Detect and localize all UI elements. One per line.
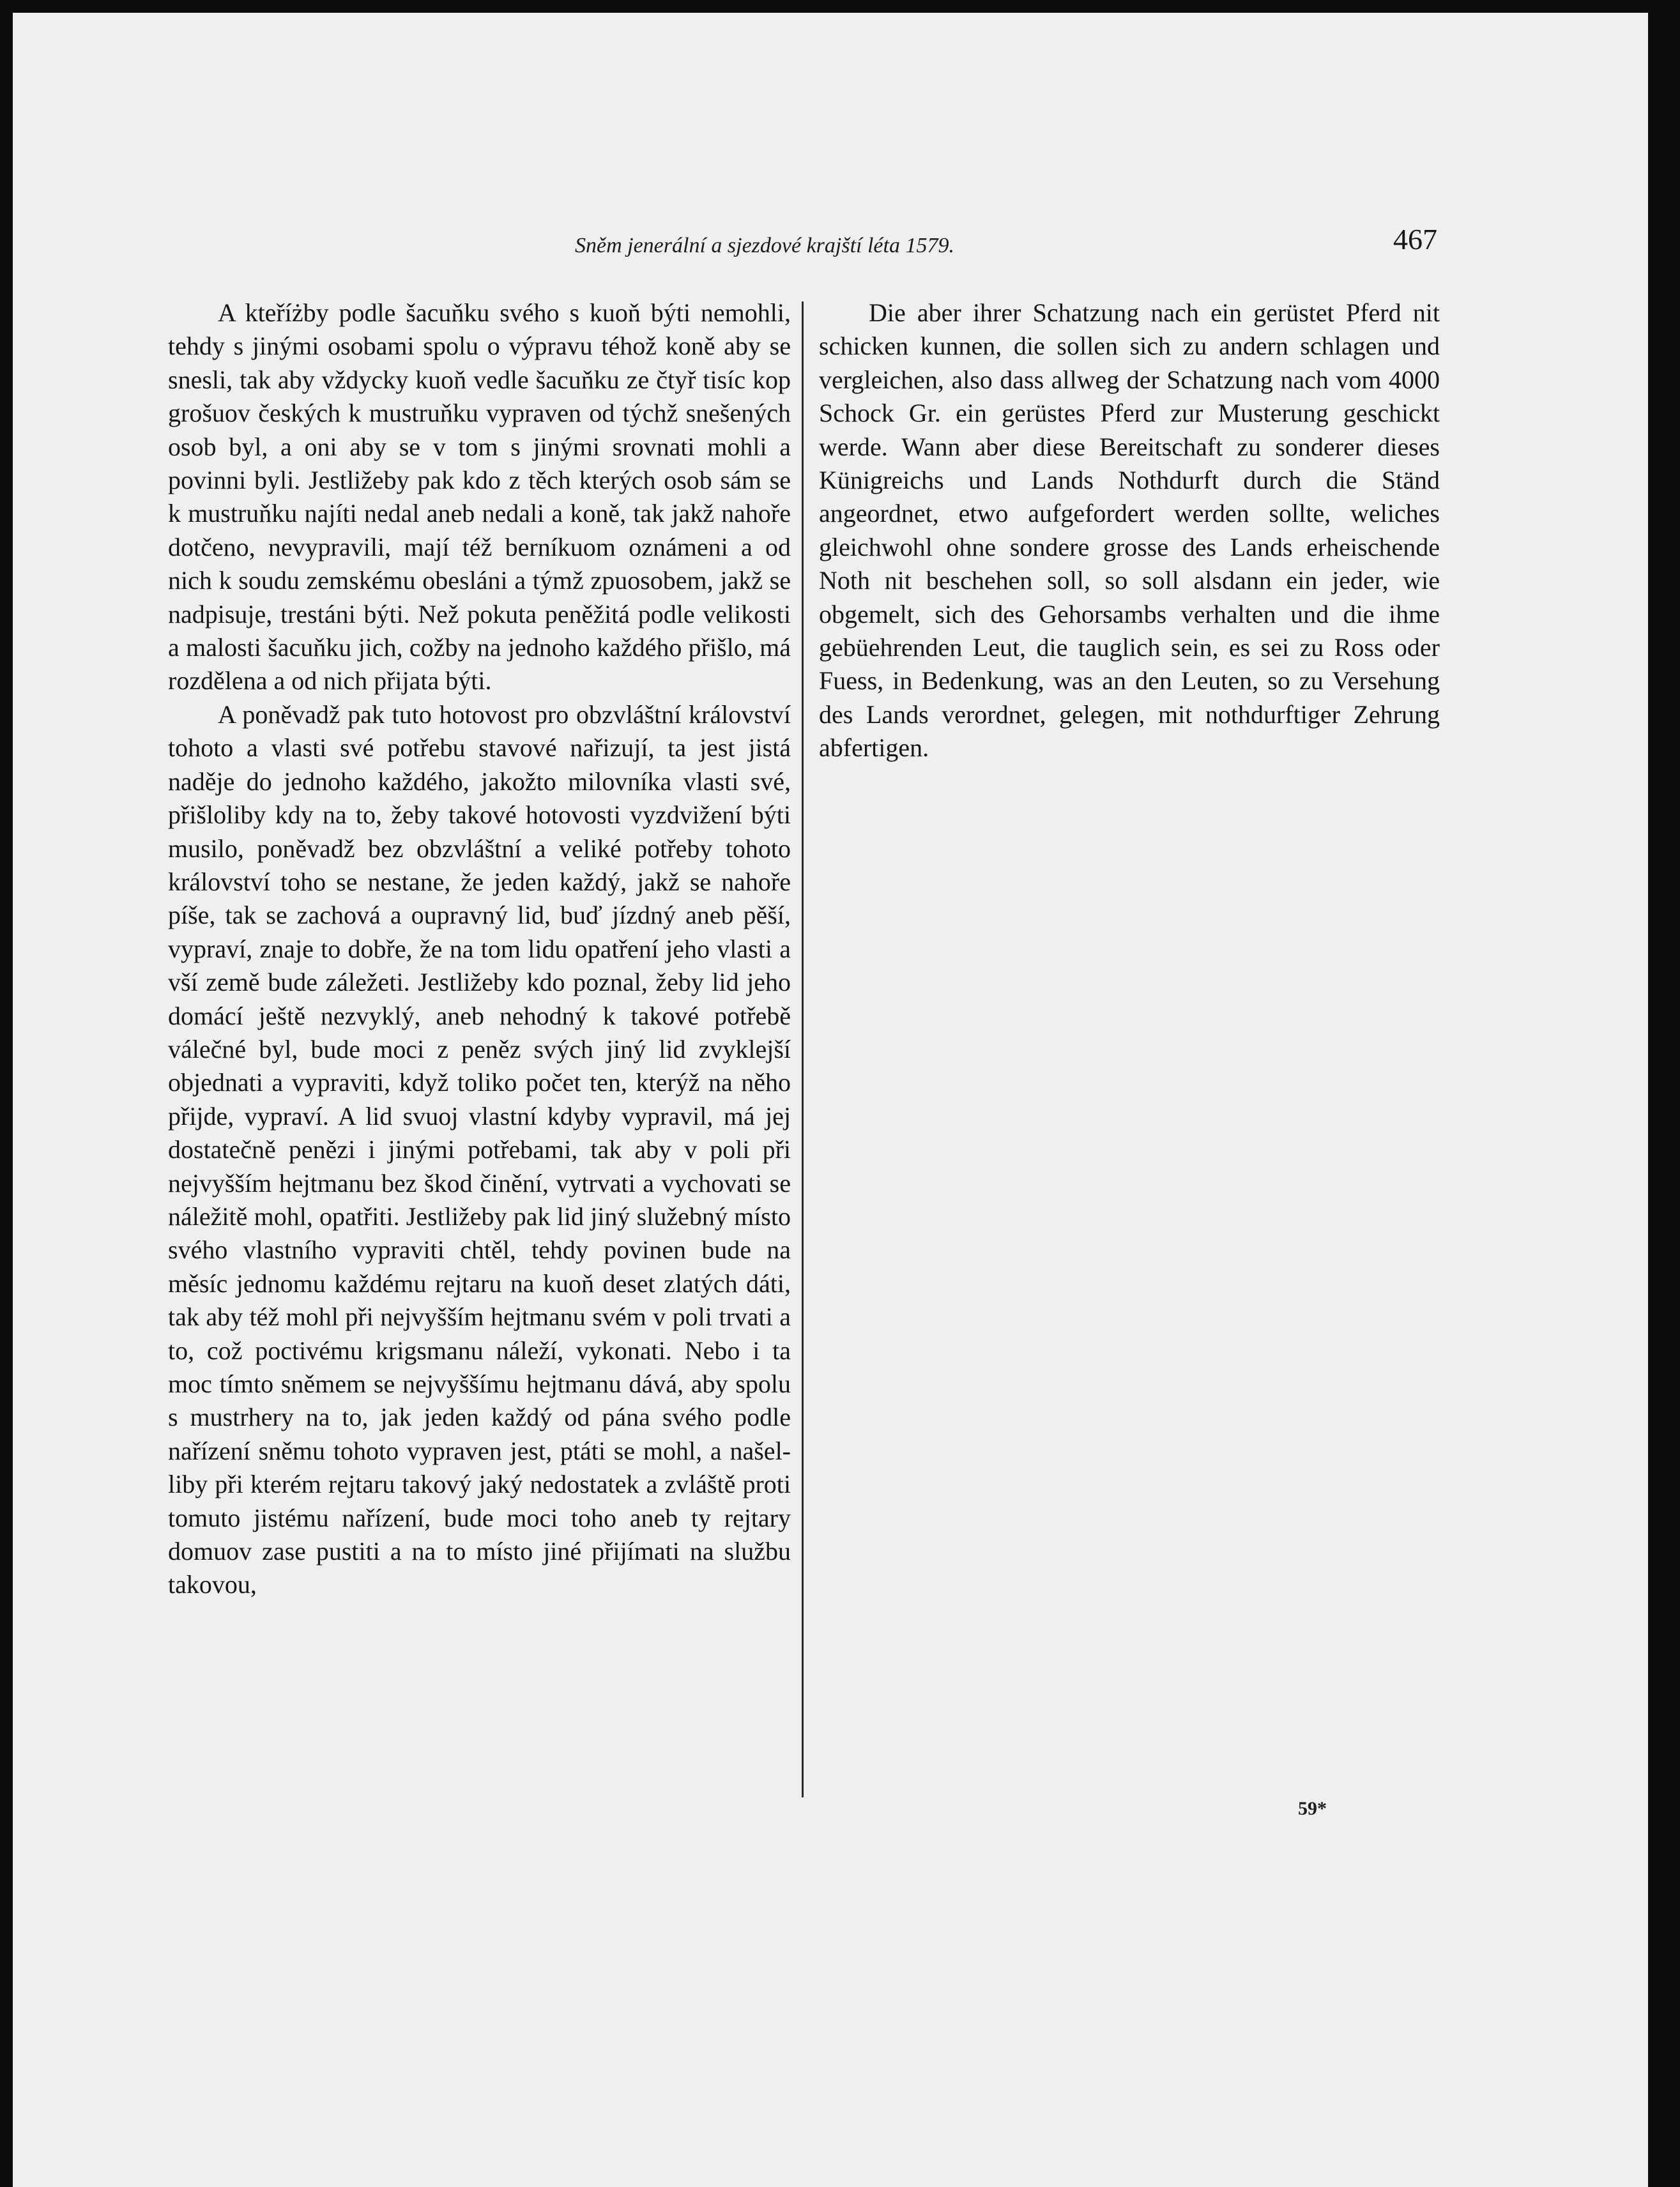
german-column	[819, 296, 1440, 765]
page-number: 467	[1393, 223, 1437, 255]
running-title: Sněm jenerální a sjezdové krajští léta 1579.	[575, 234, 954, 257]
paragraph: A poněvadž pak tuto hotovost pro obzvláštní království tohoto a vlasti své potřebu stavové nařizují, ta jest jistá naděje do jednoho každého, jakožto milovníka vlasti své, přišloliby kdy na to, žeby takové hotovosti vyzdvižení býti musilo, poněvadž bez obzvláštní a veliké potřeby tohoto království toho se nestane, že jeden každý, jakž se nahoře píše, tak se zachová a oupravný lid, buď jízdný aneb pěší, vypraví, znaje to dobře, že na tom lidu opatření jeho vlasti a vší země bude záležeti. Jestližeby kdo poznal, žeby lid jeho domácí ještě nezvyklý, aneb nehodný k takové potřebě válečné byl, bude moci z peněz svých jiný lid zvyklejší objednati a vypraviti, když toliko počet ten, kterýž na něho přijde, vypraví. A lid svuoj vlastní kdyby vypravil, má jej dostatečně penězi i jinými potřebami, tak aby v poli při nejvyšším hejtmanu bez škod činění, vytrvati a vychovati se náležitě mohl, opatřiti. Jestližeby pak lid jiný služebný místo svého vlastního vypraviti chtěl, tehdy povinen bude na měsíc jednomu každému rejtaru na kuoň deset zlatých dáti, tak aby též mohl při nejvyšším hejtmanu svém v poli trvati a to, což poctivému krigsmanu náleží, vykonati. Nebo i ta moc tímto sněmem se nejvyššímu hejtmanu dává, aby spolu s mustrhery na to, jak jeden každý od pána svého podle nařízení sněmu tohoto vypraven jest, ptáti se mohl, a našel-liby při kterém rejtaru takový jaký nedostatek a zvláště proti tomuto jistému nařízení, bude moci toho aneb ty rejtary domuov zase pustiti a na to místo jiné přijímati na službu takovou,	[168, 699, 791, 1599]
paragraph: Die aber ihrer Schatzung nach ein gerüstet Pferd nit schicken kunnen, die sollen sich zu andern schlagen und vergleichen, also dass allweg der Schatzung nach vom 4000 Schock Gr. ein gerüstes Pferd zur Musterung geschickt werde. Wann aber diese Bereitschaft zu sonderer dieses Künigreichs und Lands Nothdurft durch die Ständ angeordnet, etwo aufgefordert werden sollte, weliches gleichwohl ohne sondere grosse des Lands erheischende Noth nit beschehen soll, so soll alsdann ein jeder, wie obgemelt, sich des Gehorsambs verhalten und die ihme gebüehrenden Leut, die tauglich sein, es sei zu Ross oder Fuess, in Bedenkung, was an den Leuten, so zu Versehung des Lands verordnet, gelegen, mit nothdurftiger Zehrung abfertigen.	[819, 298, 1440, 763]
signature-mark: 59*	[1298, 1798, 1327, 1819]
czech-column	[168, 296, 791, 1602]
document-page	[13, 13, 1648, 2187]
paragraph: A kteříżby podle šacuňku svého s kuoň býti nemohli, tehdy s jinými osobami spolu o výpravu téhož koně aby se snesli, tak aby vždycky kuoň vedle šacuňku ze čtyř tisíc kop grošuov českých k mustruňku vypraven od týchž snešených osob byl, a oni aby se v tom s jinými srovnati mohli a povinni byli. Jestližeby pak kdo z těch kterých osob sám se k mustruňku najíti nedal aneb nedali a koně, tak jakž nahoře dotčeno, nevypravili, mají též berníkuom oznámeni a od nich k soudu zemskému obesláni a týmž zpuosobem, jakž se nadpisuje, trestáni býti. Než pokuta peněžitá podle velikosti a malosti šacuňku jich, cožby na jednoho každého přišlo, má rozdělena a od nich přijata býti.	[168, 298, 791, 696]
column-divider	[802, 301, 804, 1797]
